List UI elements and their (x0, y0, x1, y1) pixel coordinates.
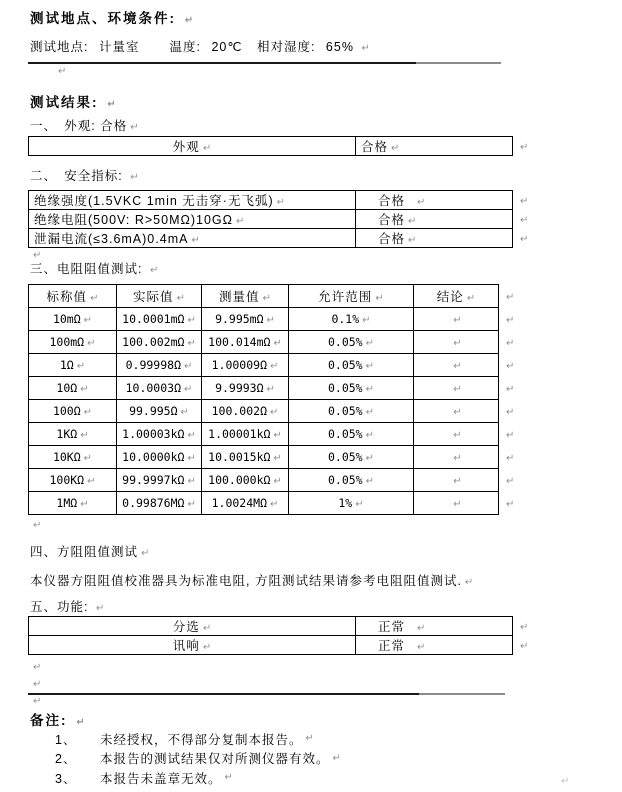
item-appearance-text: 一、 外观: 合格 (30, 119, 128, 133)
paragraph-mark: ↵ (362, 315, 371, 326)
cell-actual (117, 469, 202, 492)
actual-value: 100.002mΩ (122, 335, 185, 349)
safety-result: 合格 (378, 232, 406, 246)
paragraph-mark: ↵ (408, 216, 417, 227)
header-text: 允许范围 (318, 290, 373, 304)
safety-item: 绝缘电阻(500V: R>50MΩ)10GΩ (34, 213, 233, 227)
tolerance-value: 0.05% (327, 335, 363, 349)
paragraph-mark: ↵ (453, 338, 462, 349)
col-header-conclusion (414, 285, 499, 308)
cell-nominal (29, 446, 117, 469)
paragraph-mark: ↵ (262, 293, 271, 304)
row-end-mark-cell (499, 469, 521, 492)
cell-actual (117, 331, 202, 354)
paragraph-mark: ↵ (184, 384, 193, 395)
safety-item-cell (29, 229, 356, 248)
row-end-mark-cell (499, 423, 521, 446)
row-end-mark-cell (499, 377, 521, 400)
paragraph-mark: ↵ (187, 453, 196, 464)
paragraph-mark: ↵ (506, 292, 515, 303)
paragraph-mark: ↵ (453, 430, 462, 441)
paragraph-mark: ↵ (375, 293, 384, 304)
cell-actual (117, 354, 202, 377)
cell-actual (117, 446, 202, 469)
paragraph-mark: ↵ (506, 315, 515, 326)
cell-conclusion (414, 492, 499, 515)
safety-item: 泄漏电流(≤3.6mA)0.4mA (34, 232, 189, 246)
paragraph-mark: ↵ (33, 679, 42, 690)
paragraph-mark: ↵ (365, 338, 374, 349)
actual-value: 1.00003kΩ (122, 427, 185, 441)
paragraph-mark: ↵ (130, 172, 139, 183)
results-heading (30, 91, 116, 111)
paragraph-mark: ↵ (361, 43, 370, 54)
paragraph-mark: ↵ (270, 361, 279, 372)
paragraph-mark: ↵ (95, 603, 105, 614)
paragraph-mark: ↵ (224, 772, 233, 784)
row-end-mark-cell (499, 400, 521, 423)
item-safety (30, 166, 139, 184)
table-header-row (29, 285, 521, 308)
remark-text: 本报告未盖章无效。 (100, 771, 222, 786)
nominal-value: 100KΩ (49, 473, 85, 487)
paragraph-mark: ↵ (520, 142, 529, 153)
paragraph-mark: ↵ (187, 476, 196, 487)
paragraph-mark: ↵ (58, 66, 67, 77)
cell-tolerance (289, 400, 414, 423)
measured-value: 100.014mΩ (208, 335, 271, 349)
function-item-cell (29, 617, 356, 636)
paragraph-mark: ↵ (270, 407, 279, 418)
cell-tolerance (289, 469, 414, 492)
safety-result-cell (356, 229, 513, 248)
env-fields-line (30, 37, 370, 55)
paragraph-mark: ↵ (33, 662, 42, 673)
actual-value: 10.0003Ω (125, 381, 181, 395)
cell-measured (202, 377, 289, 400)
item-functions-text: 五、功能: (30, 600, 93, 614)
function-item: 讯响 (172, 639, 200, 653)
paragraph-mark: ↵ (191, 235, 200, 246)
paragraph-mark: ↵ (466, 293, 476, 304)
paragraph-mark: ↵ (506, 430, 515, 441)
cell-nominal (29, 492, 117, 515)
function-result-cell (356, 636, 513, 655)
humidity-label: 相对湿度: (256, 40, 320, 54)
safety-result: 合格 (378, 213, 406, 227)
col-header-tolerance (289, 285, 414, 308)
item-functions (30, 597, 104, 615)
appearance-label-cell (29, 137, 356, 156)
env-location-field (30, 37, 165, 55)
paragraph-mark: ↵ (506, 384, 515, 395)
remark-number: 3、 (55, 771, 77, 786)
remark-text: 本报告的测试结果仅对所测仪器有效。 (100, 752, 330, 767)
remarks-heading-text: 备注: (30, 713, 74, 728)
paragraph-mark: ↵ (107, 99, 116, 110)
function-result: 正常 (378, 639, 406, 653)
cell-measured (202, 492, 289, 515)
header-text: 测量值 (219, 290, 260, 304)
paragraph-mark: ↵ (365, 407, 374, 418)
nominal-value: 10KΩ (52, 450, 81, 464)
cell-nominal (29, 469, 117, 492)
nominal-value: 10mΩ (52, 312, 81, 326)
paragraph-mark: ↵ (80, 384, 89, 395)
temperature-label: 温度: (169, 40, 206, 54)
tolerance-value: 0.05% (327, 450, 363, 464)
col-header-actual (117, 285, 202, 308)
paragraph-mark: ↵ (273, 453, 282, 464)
table-row (29, 308, 521, 331)
remark-item (55, 749, 341, 769)
function-table (28, 616, 537, 655)
remark-number: 1、 (55, 732, 77, 747)
remark-item (55, 729, 341, 749)
table-row (29, 636, 537, 655)
paragraph-mark: ↵ (90, 293, 99, 304)
measured-value: 9.9993Ω (215, 381, 264, 395)
remark-number: 2、 (55, 752, 77, 767)
tolerance-value: 0.05% (327, 358, 363, 372)
paragraph-mark: ↵ (33, 520, 42, 531)
safety-item: 绝缘强度(1.5VKC 1min 无击穿·无飞弧) (34, 194, 274, 208)
paragraph-mark: ↵ (202, 623, 212, 634)
paragraph-mark: ↵ (80, 430, 89, 441)
safety-table (28, 190, 537, 248)
table-row (29, 446, 521, 469)
row-end-mark-cell (513, 229, 537, 248)
paragraph-mark: ↵ (273, 476, 282, 487)
paragraph-mark: ↵ (506, 453, 515, 464)
paragraph-mark: ↵ (453, 315, 462, 326)
paragraph-mark: ↵ (506, 407, 515, 418)
paragraph-mark: ↵ (187, 315, 196, 326)
cell-tolerance (289, 423, 414, 446)
paragraph-mark: ↵ (453, 453, 462, 464)
nominal-value: 1KΩ (56, 427, 78, 441)
square-resistance-note (30, 571, 473, 589)
paragraph-mark: ↵ (365, 384, 374, 395)
cell-tolerance (289, 446, 414, 469)
safety-result-cell (356, 210, 513, 229)
row-end-mark-cell (499, 331, 521, 354)
item-square-resistance-text: 四、方阻阻值测试 (30, 545, 139, 559)
table-row (29, 423, 521, 446)
remarks-list (55, 729, 341, 788)
paragraph-mark: ↵ (391, 143, 400, 154)
actual-value: 99.995Ω (129, 404, 178, 418)
tolerance-value: 0.05% (327, 381, 363, 395)
env-heading-text: 测试地点、环境条件: (30, 11, 182, 26)
cell-nominal (29, 377, 117, 400)
footer-divider-rule (28, 693, 505, 695)
paragraph-mark: ↵ (506, 499, 515, 510)
table-row (29, 331, 521, 354)
location-label: 测试地点: (30, 40, 93, 54)
tolerance-value: 0.05% (327, 473, 363, 487)
row-end-mark-cell (513, 617, 537, 636)
cell-actual (117, 423, 202, 446)
paragraph-mark: ↵ (87, 338, 96, 349)
cell-conclusion (414, 331, 499, 354)
function-result-cell (356, 617, 513, 636)
paragraph-mark: ↵ (83, 315, 93, 326)
measured-value: 100.000kΩ (208, 473, 271, 487)
paragraph-mark: ↵ (33, 250, 42, 261)
actual-value: 10.0000kΩ (122, 450, 185, 464)
remarks-heading (30, 709, 85, 729)
appearance-label: 外观 (172, 140, 200, 154)
paragraph-mark: ↵ (365, 453, 374, 464)
cell-actual (117, 400, 202, 423)
humidity-value: 65% (325, 40, 354, 54)
item-resistance-text: 三、电阻阻值测试: (30, 262, 147, 276)
safety-result-cell (356, 191, 513, 210)
table-row (29, 617, 537, 636)
paragraph-mark: ↵ (76, 717, 85, 728)
paragraph-mark: ↵ (235, 216, 245, 227)
table-row (29, 229, 537, 248)
col-header-measured (202, 285, 289, 308)
cell-tolerance (289, 308, 414, 331)
cell-conclusion (414, 308, 499, 331)
paragraph-mark: ↵ (453, 476, 462, 487)
item-safety-text: 二、 安全指标: (30, 169, 128, 183)
paragraph-mark: ↵ (176, 293, 185, 304)
actual-value: 0.99876MΩ (122, 496, 185, 510)
row-end-mark-cell (499, 285, 521, 308)
measured-value: 1.00001kΩ (208, 427, 271, 441)
cell-conclusion (414, 354, 499, 377)
cell-tolerance (289, 377, 414, 400)
function-result: 正常 (378, 620, 406, 634)
paragraph-mark: ↵ (365, 476, 374, 487)
remark-item (55, 768, 341, 788)
paragraph-mark: ↵ (417, 623, 426, 634)
paragraph-mark: ↵ (80, 499, 89, 510)
paragraph-mark: ↵ (520, 641, 529, 652)
paragraph-mark: ↵ (187, 499, 196, 510)
table-row (29, 191, 537, 210)
row-end-mark-cell (499, 492, 521, 515)
table-row (29, 400, 521, 423)
nominal-value: 1Ω (59, 358, 74, 372)
paragraph-mark: ↵ (520, 622, 529, 633)
paragraph-mark: ↵ (273, 338, 282, 349)
paragraph-mark: ↵ (305, 733, 314, 745)
item-square-resistance (30, 542, 149, 560)
location-value: 计量室 (98, 40, 140, 54)
table-row (29, 137, 537, 156)
appearance-table (28, 136, 537, 156)
measured-value: 100.002Ω (211, 404, 267, 418)
paragraph-mark: ↵ (506, 476, 515, 487)
header-text: 结论 (436, 290, 464, 304)
paragraph-mark: ↵ (273, 430, 282, 441)
appearance-result: 合格 (361, 140, 389, 154)
cell-tolerance (289, 354, 414, 377)
cell-measured (202, 446, 289, 469)
cell-actual (117, 308, 202, 331)
table-row (29, 492, 521, 515)
cell-actual (117, 492, 202, 515)
paragraph-mark: ↵ (355, 499, 364, 510)
paragraph-mark: ↵ (187, 338, 196, 349)
row-end-mark-cell (513, 636, 537, 655)
cell-nominal (29, 331, 117, 354)
cell-nominal (29, 354, 117, 377)
paragraph-mark: ↵ (87, 476, 96, 487)
paragraph-mark: ↵ (464, 577, 474, 588)
measured-value: 10.0015kΩ (208, 450, 271, 464)
measured-value: 9.995mΩ (215, 312, 264, 326)
row-end-mark-cell (513, 191, 537, 210)
table-row (29, 354, 521, 377)
cell-tolerance (289, 331, 414, 354)
paragraph-mark: ↵ (561, 776, 570, 787)
square-resistance-note-text: 本仪器方阻阻值校准器具为标准电阻, 方阻测试结果请参考电阻阻值测试. (30, 574, 462, 588)
cell-nominal (29, 423, 117, 446)
paragraph-mark: ↵ (266, 384, 275, 395)
paragraph-mark: ↵ (408, 235, 417, 246)
paragraph-mark: ↵ (520, 215, 529, 226)
header-text: 实际值 (133, 290, 174, 304)
paragraph-mark: ↵ (332, 752, 341, 764)
row-end-mark-cell (499, 354, 521, 377)
paragraph-mark: ↵ (141, 548, 150, 559)
paragraph-mark: ↵ (270, 499, 279, 510)
tolerance-value: 0.1% (331, 312, 360, 326)
actual-value: 99.9997kΩ (122, 473, 185, 487)
cell-tolerance (289, 492, 414, 515)
measured-value: 1.0024MΩ (211, 496, 267, 510)
env-humidity-field (257, 40, 354, 54)
temperature-value: 20℃ (211, 40, 243, 54)
cell-measured (202, 308, 289, 331)
paragraph-mark: ↵ (180, 407, 189, 418)
paragraph-mark: ↵ (33, 696, 42, 707)
paragraph-mark: ↵ (520, 196, 529, 207)
paragraph-mark: ↵ (520, 234, 529, 245)
actual-value: 0.99998Ω (125, 358, 181, 372)
cell-nominal (29, 308, 117, 331)
paragraph-mark: ↵ (453, 499, 462, 510)
paragraph-mark: ↵ (202, 642, 212, 653)
safety-result: 合格 (378, 194, 406, 208)
nominal-value: 100mΩ (49, 335, 85, 349)
actual-value: 10.0001mΩ (122, 312, 185, 326)
paragraph-mark: ↵ (83, 407, 93, 418)
env-heading (30, 7, 193, 27)
function-item-cell (29, 636, 356, 655)
paragraph-mark: ↵ (184, 15, 194, 26)
paragraph-mark: ↵ (417, 197, 426, 208)
env-temperature-field (169, 37, 252, 55)
cell-measured (202, 400, 289, 423)
tolerance-value: 0.05% (327, 404, 363, 418)
cell-conclusion (414, 446, 499, 469)
nominal-value: 100Ω (52, 404, 81, 418)
results-heading-text: 测试结果: (30, 95, 105, 110)
paragraph-mark: ↵ (184, 361, 193, 372)
paragraph-mark: ↵ (453, 361, 462, 372)
item-appearance (30, 116, 139, 134)
paragraph-mark: ↵ (365, 361, 374, 372)
paragraph-mark: ↵ (506, 361, 515, 372)
safety-item-cell (29, 210, 356, 229)
paragraph-mark: ↵ (76, 361, 86, 372)
paragraph-mark: ↵ (149, 265, 159, 276)
cell-conclusion (414, 400, 499, 423)
paragraph-mark: ↵ (266, 315, 275, 326)
tolerance-value: 0.05% (327, 427, 363, 441)
row-end-mark-cell (513, 210, 537, 229)
row-end-mark-cell (499, 308, 521, 331)
col-header-nominal (29, 285, 117, 308)
resistance-table (28, 284, 521, 515)
paragraph-mark: ↵ (83, 453, 93, 464)
item-resistance (30, 259, 158, 277)
header-text: 标称值 (46, 290, 88, 304)
paragraph-mark: ↵ (453, 407, 462, 418)
table-row (29, 210, 537, 229)
paragraph-mark: ↵ (130, 122, 139, 133)
paragraph-mark: ↵ (417, 642, 426, 653)
appearance-result-cell (356, 137, 513, 156)
remark-text: 未经授权，不得部分复制本报告。 (100, 732, 303, 747)
paragraph-mark: ↵ (276, 197, 285, 208)
paragraph-mark: ↵ (453, 384, 462, 395)
table-row (29, 469, 521, 492)
paragraph-mark: ↵ (365, 430, 374, 441)
section-divider-rule (28, 62, 501, 64)
table-row (29, 377, 521, 400)
paragraph-mark: ↵ (202, 143, 212, 154)
row-end-mark-cell (513, 137, 537, 156)
cell-conclusion (414, 423, 499, 446)
row-end-mark-cell (499, 446, 521, 469)
function-item: 分选 (172, 620, 200, 634)
cell-conclusion (414, 469, 499, 492)
nominal-value: 1MΩ (56, 496, 78, 510)
tolerance-value: 1% (338, 496, 353, 510)
paragraph-mark: ↵ (506, 338, 515, 349)
cell-conclusion (414, 377, 499, 400)
cell-measured (202, 331, 289, 354)
cell-measured (202, 469, 289, 492)
cell-measured (202, 423, 289, 446)
cell-actual (117, 377, 202, 400)
cell-nominal (29, 400, 117, 423)
measured-value: 1.00009Ω (211, 358, 267, 372)
cell-measured (202, 354, 289, 377)
paragraph-mark: ↵ (187, 430, 196, 441)
nominal-value: 10Ω (56, 381, 78, 395)
safety-item-cell (29, 191, 356, 210)
